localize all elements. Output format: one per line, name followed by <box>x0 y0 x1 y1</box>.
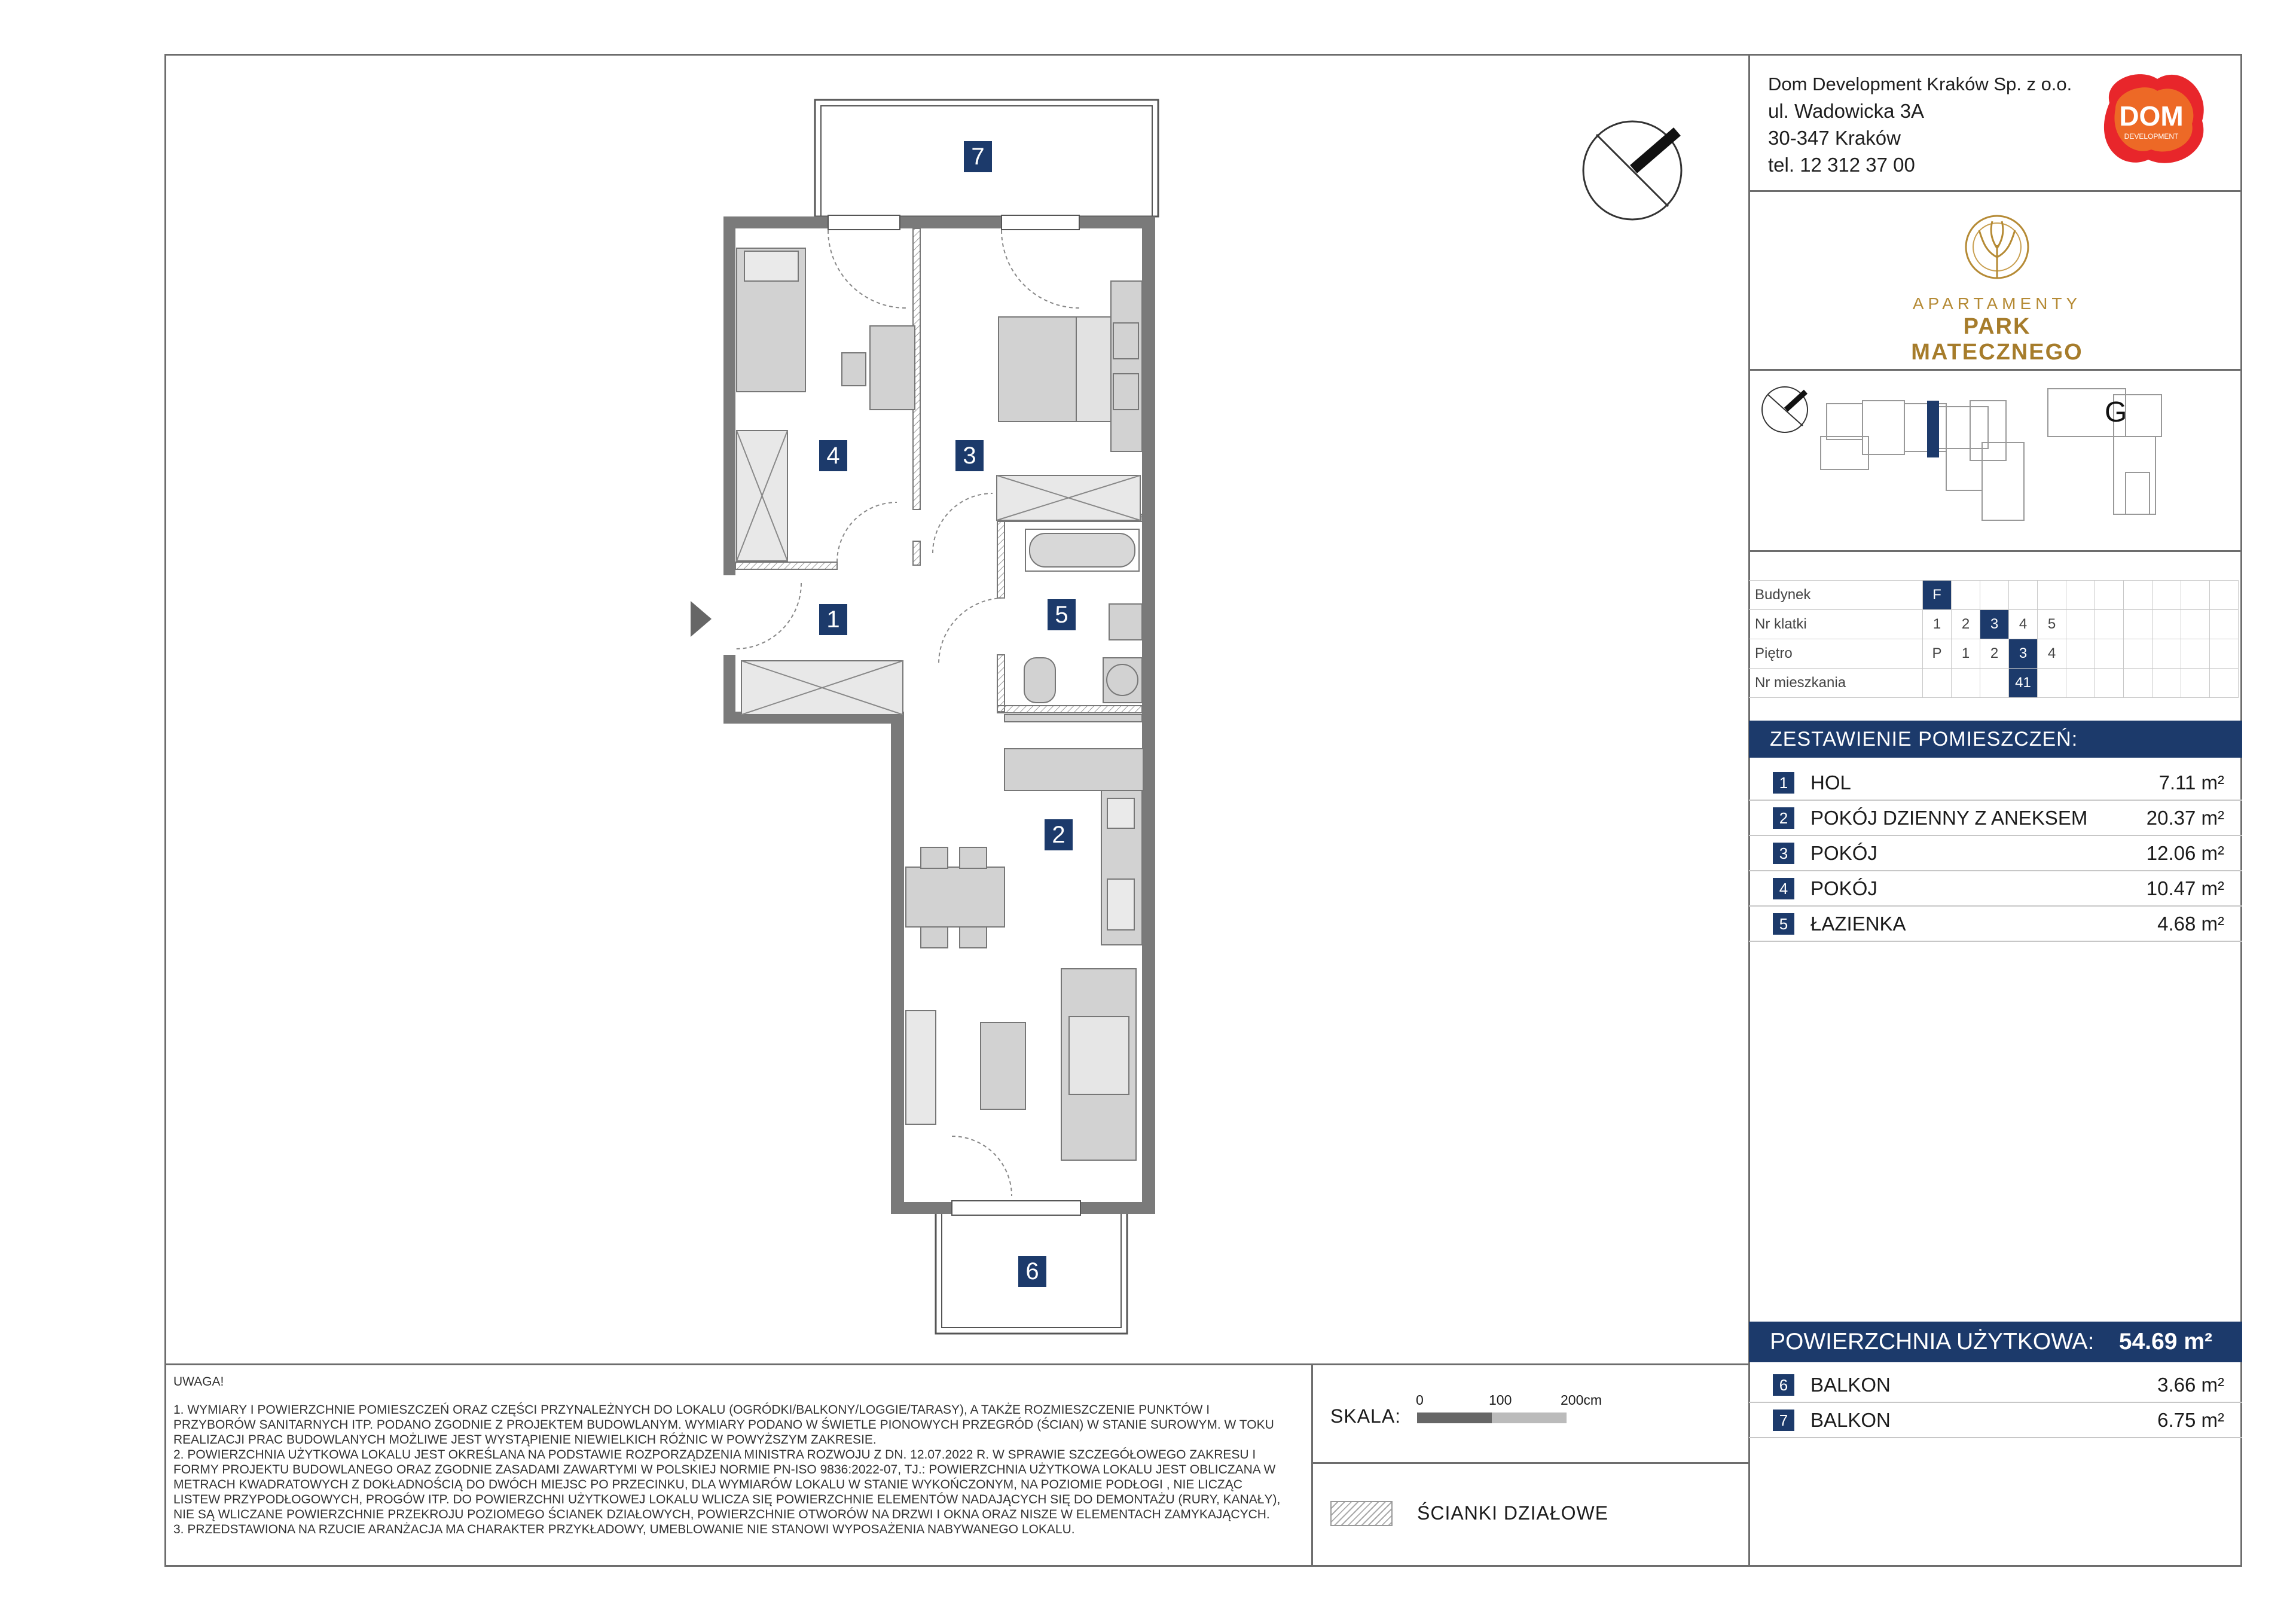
legend-label: ŚCIANKI DZIAŁOWE <box>1417 1502 1609 1524</box>
scale-tick-100: 100 <box>1489 1392 1512 1408</box>
room-area: 4.68 m² <box>2157 913 2224 935</box>
location-row-label: Piętro <box>1749 639 1923 669</box>
room-name: HOL <box>1810 771 1851 794</box>
company-street: ul. Wadowicka 3A <box>1768 100 1925 122</box>
room-num: 6 <box>1773 1374 1794 1396</box>
furniture <box>737 248 1143 1160</box>
room-label-3: 3 <box>955 440 984 471</box>
logo-text: DOM <box>2119 100 2184 132</box>
room-name: BALKON <box>1810 1374 1891 1396</box>
building-letter: G <box>2105 396 2127 428</box>
usable-area-value: 54.69 m² <box>2118 1329 2212 1354</box>
room-num: 4 <box>1773 878 1794 899</box>
location-row-label: Budynek <box>1749 581 1923 610</box>
location-row-label: Nr mieszkania <box>1749 669 1923 698</box>
room-area: 20.37 m² <box>2146 807 2224 829</box>
company-city: 30-347 Kraków <box>1768 127 1901 149</box>
room-area: 10.47 m² <box>2146 877 2224 899</box>
room-num: 3 <box>1773 843 1794 864</box>
estate-line1: APARTAMENTY <box>1912 294 2082 313</box>
room-num: 2 <box>1773 807 1794 829</box>
note-paragraph-1: 1. WYMIARY I POWIERZCHNIE POMIESZCZEŃ ORAZ CZĘŚCI PRZYNALEŻNYCH DO LOKALU (OGRÓDKI/BALKONY/LOGGIE/TARASY), A TAKŻE ROZMIESZCZENIE PUNKTÓW I PRZYBORÓW SANITARNYCH ITP. PODANO ZGODNIE Z PROJEKTEM BUDOWLANYM. WYMIARY PODANO W ŚWIETLE PIONOWYCH PRZEGRÓD (ŚCIAN) W STANIE SUROWYM. W TOKU REALIZACJI PRAC BUDOWLANYCH MOŻLIWE JEST WYSTĄPIENIE NIEWIELKICH RÓŻNIC W POWYŻSZYM ZAKRESIE. <box>173 1403 1274 1447</box>
usable-area-label: POWIERZCHNIA UŻYTKOWA: <box>1770 1329 2095 1354</box>
location-cell: 4 <box>2038 639 2066 669</box>
estate-line2: PARK MATECZNEGO <box>1911 314 2083 365</box>
note-paragraph-2: 2. POWIERZCHNIA UŻYTKOWA LOKALU JEST OKREŚLANA NA PODSTAWIE ROZPORZĄDZENIA MINISTRA ROZWOJU Z DN. 12.07.2022 R. W SPRAWIE SZCZEGÓŁOWEGO ZAKRESU I FORMY PROJEKTU BUDOWLANEGO ORAZ ZGODNIE ZASADAMI ZAWARTYMI W POLSKIEJ NORMIE PN-ISO 9836:2022-07, TJ.: POWIERZCHNIA UŻYTKOWA LOKALU JEST OBLICZANA W METRACH KWADRATOWYCH Z DOKŁADNOŚCIĄ DO DWÓCH MIEJSC PO PRZECINKU, DLA WYMIARÓW LOKALU W STANIE WYKOŃCZONYM, NA POZIOMIE PODŁOGI , NIE LICZĄC LISTEW PRZYPODŁOGOWYCH, PROGÓW ITP. DO POWIERZCHNI UŻYTKOWEJ LOKALU WLICZA SIĘ POWIERZCHNIE ELEMENTÓW NADAJĄCYCH SIĘ DO DEMONTAŻU (RURY, KANAŁY), NIE SĄ WLICZANE POWIERZCHNIE PRZEKROJU POZIOMEGO ŚCIANEK DZIAŁOWYCH, POWIERZCHNIE OTWORÓW NA DRZWI I OKNA ORAZ NISZE W ELEMENTACH ZAMYKAJĄCYCH. <box>173 1448 1281 1521</box>
room-label-4: 4 <box>819 440 847 471</box>
notes-title: UWAGA! <box>173 1375 224 1389</box>
room-area: 12.06 m² <box>2146 842 2224 864</box>
room-name: POKÓJ <box>1810 842 1877 864</box>
room-num: 1 <box>1773 772 1794 794</box>
scale-tick-0: 0 <box>1416 1392 1424 1408</box>
room-num: 5 <box>1773 913 1794 935</box>
room-name: POKÓJ <box>1810 877 1877 899</box>
location-cell: P <box>1923 639 1952 669</box>
room-label-5: 5 <box>1048 599 1076 630</box>
location-cell: 1 <box>1952 639 1980 669</box>
location-row-label: Nr klatki <box>1749 610 1923 639</box>
location-cell: 3 <box>2009 639 2038 669</box>
rooms-section-title: ZESTAWIENIE POMIESZCZEŃ: <box>1749 721 2242 758</box>
room-area: 3.66 m² <box>2157 1374 2224 1396</box>
room-num: 7 <box>1773 1410 1794 1431</box>
location-cell: F <box>1923 581 1952 610</box>
location-cell: 1 <box>1923 610 1952 639</box>
room-label-7: 7 <box>964 141 992 172</box>
location-cell: 4 <box>2009 610 2038 639</box>
company-name: Dom Development Kraków Sp. z o.o. <box>1768 74 2072 94</box>
entrance-arrow-icon <box>691 601 712 637</box>
location-cell: 2 <box>1952 610 1980 639</box>
location-cell: 3 <box>1980 610 2009 639</box>
room-area: 7.11 m² <box>2158 771 2224 794</box>
room-name: BALKON <box>1810 1409 1891 1431</box>
room-name: ŁAZIENKA <box>1810 913 1906 935</box>
room-label-2: 2 <box>1045 819 1073 850</box>
location-cell: 2 <box>1980 639 2009 669</box>
scale-label: SKALA: <box>1330 1405 1402 1427</box>
room-label-1: 1 <box>819 604 847 635</box>
note-paragraph-3: 3. PRZEDSTAWIONA NA RZUCIE ARANŻACJA MA CHARAKTER PRZYKŁADOWY, UMEBLOWANIE NIE STANOWI WYPOSAŻENIA NABYWANEGO LOKALU. <box>173 1523 1075 1536</box>
logo-subtext: DEVELOPMENT <box>2124 132 2179 141</box>
scale-tick-200: 200cm <box>1561 1392 1602 1408</box>
room-label-6: 6 <box>1018 1256 1046 1287</box>
location-cell: 41 <box>2009 669 2038 698</box>
room-name: POKÓJ DZIENNY Z ANEKSEM <box>1810 807 2088 829</box>
location-cell: 5 <box>2038 610 2066 639</box>
company-phone: tel. 12 312 37 00 <box>1768 154 1915 176</box>
room-area: 6.75 m² <box>2157 1409 2224 1431</box>
